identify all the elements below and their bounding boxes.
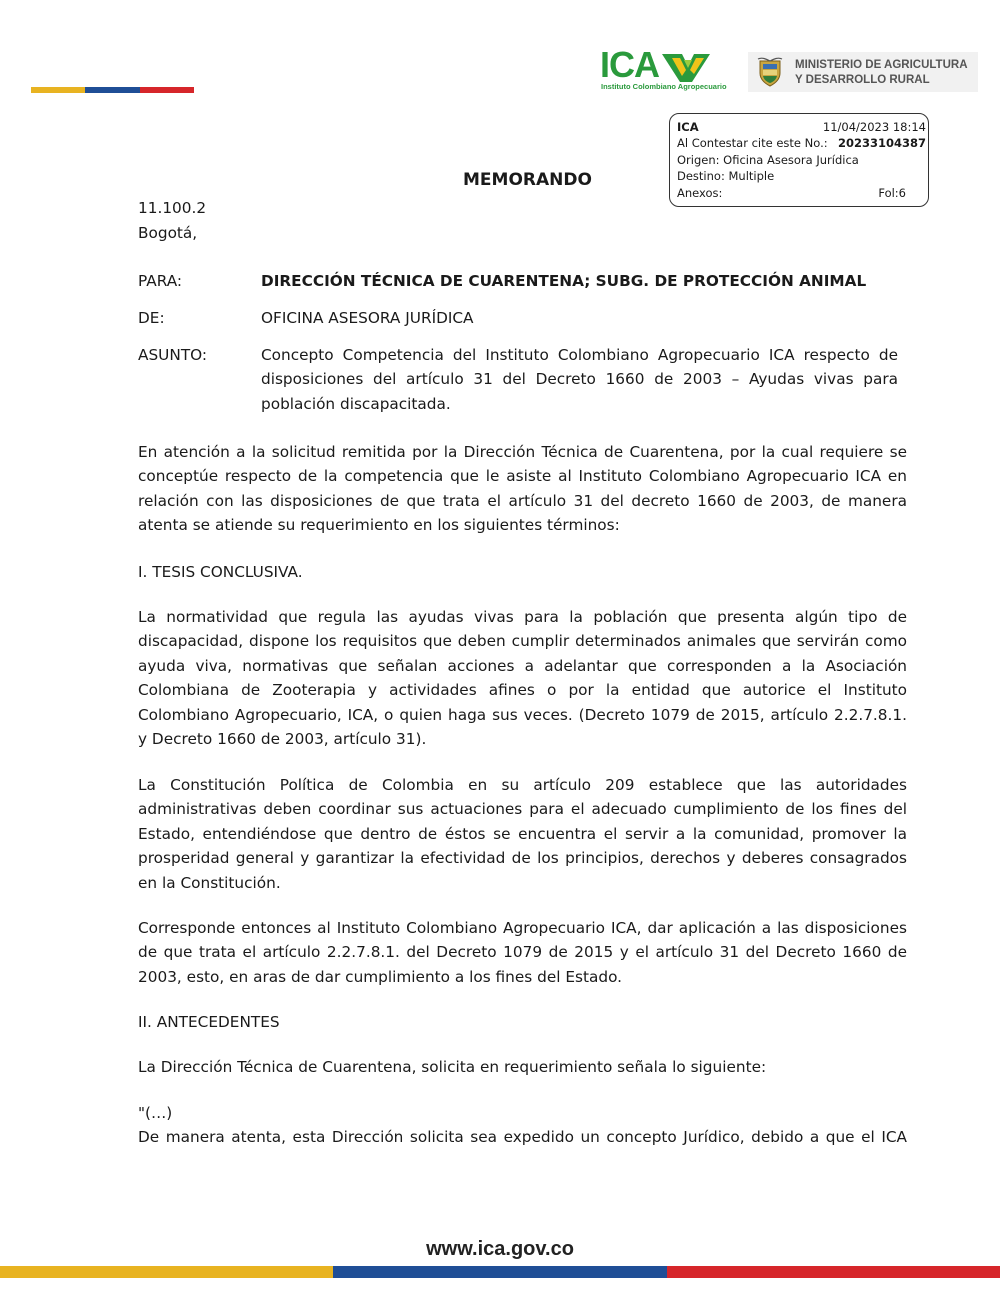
- asunto-value: Concepto Competencia del Instituto Colombiano Agropecuario ICA respecto de disposiciones del artículo 31 del Decreto 1660 de 2003 – Ayudas vivas para población discapacitada.: [261, 346, 898, 413]
- radicado-destino: Destino: Multiple: [677, 169, 775, 184]
- para-value: DIRECCIÓN TÉCNICA DE CUARENTENA; SUBG. DE PROTECCIÓN ANIMAL: [261, 272, 867, 290]
- de-label: DE:: [138, 309, 165, 327]
- section1-paragraph-1: La normatividad que regula las ayudas vivas para la población que presenta algún tipo de discapacidad, dispone los requisitos que deben cumplir determinados animales que servirán como ayuda viva, normativas que señalan acciones a adelantar que corresponden a la Asociación Colombiana de Zooterapia y actividades afines o por la entidad que autorice el Instituto Colombiano Agropecuario, ICA, o quien haga sus veces. (Decreto 1079 de 2015, artículo 2.2.7.8.1. y Decreto 1660 de 2003, artículo 31).: [138, 608, 907, 749]
- ica-logo: [600, 44, 727, 92]
- radicado-cite-number: 20233104387: [837, 136, 926, 151]
- de-value: OFICINA ASESORA JURÍDICA: [261, 309, 474, 327]
- radicado-folios: Fol:6: [878, 185, 906, 200]
- ministry-logo: [748, 52, 978, 92]
- quote-line: De manera atenta, esta Dirección solicita sea expedido un concepto Jurídico, debido a que el ICA: [138, 1128, 907, 1146]
- footer-website: www.ica.gov.co: [426, 1238, 574, 1260]
- section1-paragraph-2: La Constitución Política de Colombia en su artículo 209 establece que las autoridades administrativas deben coordinar sus actuaciones para el adecuado cumplimiento de los fines del Estado, entendiéndose que dentro de éstos se encuentra el servir a la comunidad, promover la prosperidad general y garantizar la efectividad de los principios, derechos y deberes consagrados en la Constitución.: [138, 776, 907, 892]
- footer-flag-stripe: [0, 1266, 1000, 1278]
- intro-paragraph: En atención a la solicitud remitida por la Dirección Técnica de Cuarentena, por la cual requiere se conceptúe respecto de la competencia que le asiste al Instituto Colombiano Agropecuario ICA en relación con las disposiciones de que trata el artículo 31 del decreto 1660 de 2003, de manera atenta se atiende su requerimiento en los siguientes términos:: [138, 443, 907, 535]
- asunto-label: ASUNTO:: [138, 346, 208, 364]
- radicado-cite-label: Al Contestar cite este No.:: [677, 136, 828, 151]
- section2-paragraph-1: La Dirección Técnica de Cuarentena, solicita en requerimiento señala lo siguiente:: [138, 1058, 767, 1076]
- memo-title: MEMORANDO: [463, 170, 592, 190]
- para-label: PARA:: [138, 272, 183, 290]
- section1-paragraph-3: Corresponde entonces al Instituto Colombiano Agropecuario ICA, dar aplicación a las disposiciones de que trata el artículo 2.2.7.8.1. del Decreto 1079 de 2015 y el artículo 31 del Decreto 1660 de 2003, esto, en aras de dar cumplimiento a los fines del Estado.: [138, 919, 907, 986]
- section1-heading: I. TESIS CONCLUSIVA.: [138, 563, 303, 581]
- radicado-anexos: Anexos:: [677, 185, 723, 200]
- ministry-name-line2: Y DESARROLLO RURAL: [795, 74, 930, 86]
- memo-city: Bogotá,: [138, 224, 198, 242]
- header-flag-stripe: [31, 87, 194, 93]
- ministry-name-line1: MINISTERIO DE AGRICULTURA: [795, 59, 968, 71]
- quote-open: "(…): [138, 1104, 173, 1122]
- memo-code: 11.100.2: [138, 199, 207, 217]
- ica-logo-subtitle: Instituto Colombiano Agropecuario: [601, 82, 727, 91]
- radicado-stamp: [669, 113, 929, 207]
- radicado-origen: Origen: Oficina Asesora Jurídica: [677, 152, 859, 167]
- radicado-datetime: 11/04/2023 18:14: [822, 120, 926, 134]
- coat-of-arms-icon: [756, 57, 784, 87]
- radicado-entity: ICA: [677, 120, 699, 134]
- ica-leaf-icon: [662, 52, 710, 82]
- section2-heading: II. ANTECEDENTES: [138, 1013, 280, 1031]
- ica-logo-text: ICA: [600, 44, 659, 85]
